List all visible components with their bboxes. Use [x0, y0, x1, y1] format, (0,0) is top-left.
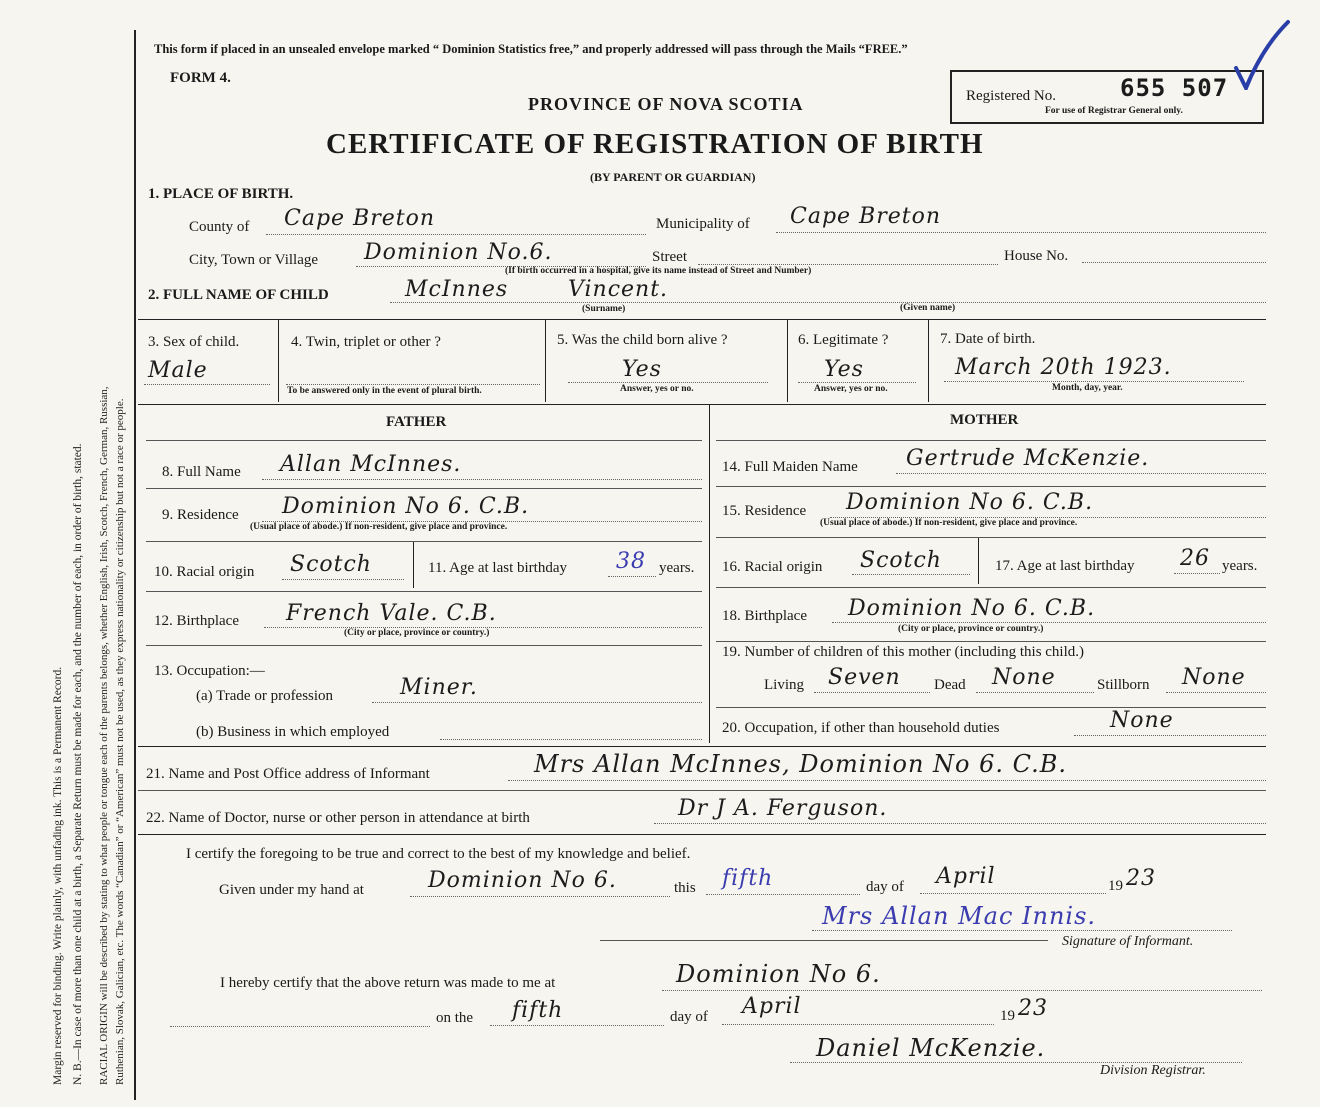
twin-note: To be answered only in the event of plural birth.	[287, 386, 482, 396]
father-name-line	[262, 479, 702, 480]
doctor-value: Dr J A. Ferguson.	[678, 796, 888, 821]
registrar-day-line	[490, 1025, 664, 1026]
mother-rule-5	[716, 707, 1266, 708]
father-rule-2	[146, 541, 702, 542]
given-year: 23	[1126, 866, 1156, 891]
trade-value: Miner.	[400, 675, 478, 700]
registered-label: Registered No.	[966, 88, 1056, 104]
given-month: April	[936, 864, 996, 889]
child-name-line	[390, 302, 1266, 303]
mother-residence-value: Dominion No 6. C.B.	[846, 490, 1094, 515]
sex-label: 3. Sex of child.	[148, 334, 240, 350]
child-name-label: 2. FULL NAME OF CHILD	[148, 287, 329, 303]
mother-age-value: 26	[1180, 546, 1210, 571]
registrar-month-line	[722, 1024, 994, 1025]
given-year-prefix: 19	[1108, 878, 1123, 894]
father-race-value: Scotch	[290, 552, 372, 577]
father-age-label: 11. Age at last birthday	[428, 560, 567, 576]
registrar-day-of-label: day of	[670, 1009, 708, 1025]
father-name-label: 8. Full Name	[162, 464, 241, 480]
mother-age-label: 17. Age at last birthday	[995, 558, 1135, 574]
alive-line	[568, 382, 768, 383]
registrar-place-line	[662, 990, 1262, 991]
given-under-label: Given under my hand at	[219, 882, 364, 898]
doctor-label: 22. Name of Doctor, nurse or other person in attendance at birth	[146, 810, 530, 826]
municipality-value: Cape Breton	[790, 204, 942, 229]
twin-label: 4. Twin, triplet or other ?	[291, 334, 441, 350]
child-surname: McInnes	[405, 277, 509, 302]
stillborn-label: Stillborn	[1097, 677, 1150, 693]
given-day-of-label: day of	[866, 879, 904, 895]
father-residence-value: Dominion No 6. C.B.	[282, 494, 530, 519]
mother-race-line	[852, 574, 970, 575]
twin-line	[286, 384, 540, 385]
legitimate-value: Yes	[824, 357, 864, 382]
certify-statement: I certify the foregoing to be true and correct to the best of my knowledge and belief.	[186, 846, 691, 862]
form-number: FORM 4.	[170, 70, 231, 86]
margin-note-binding: Margin reserved for binding. Write plainly, with unfading ink. This is a Permanent Record.	[52, 666, 64, 1085]
father-residence-note: (Usual place of abode.) If non-resident, give place and province.	[250, 522, 508, 532]
child-given-name: Vincent.	[568, 277, 669, 302]
registrar-on-the-label: on the	[436, 1010, 474, 1026]
mother-race-label: 16. Racial origin	[722, 559, 823, 575]
mother-rule-2	[716, 537, 1266, 538]
mother-rule-4	[716, 641, 1266, 642]
certificate-title: CERTIFICATE OF REGISTRATION OF BIRTH	[326, 128, 984, 160]
father-name-value: Allan McInnes.	[280, 452, 462, 477]
parents-divider	[709, 405, 710, 743]
divider-5-6	[787, 320, 788, 402]
rule-row3-top	[138, 319, 1266, 320]
dob-value: March 20th 1923.	[955, 355, 1172, 380]
dead-value: None	[992, 665, 1056, 690]
dob-line	[944, 381, 1244, 382]
given-name-caption: (Given name)	[900, 303, 956, 313]
postal-notice: This form if placed in an unsealed envelope marked “ Dominion Statistics free,” and properly addressed will pass through the Mails “FREE.”	[154, 42, 908, 56]
dob-label: 7. Date of birth.	[940, 331, 1036, 347]
father-race-divider	[413, 542, 414, 588]
informant-label: 21. Name and Post Office address of Informant	[146, 766, 430, 782]
county-label: County of	[189, 219, 250, 235]
mother-rule-1	[716, 486, 1266, 487]
margin-note-racial-origin-1: RACIAL ORIGIN will be described by stating to what people or tongue each of the parents belongs, whether English, Irish, Scotch, French, German, Russian,	[98, 386, 110, 1085]
mother-occupation-value: None	[1110, 708, 1174, 733]
city-label: City, Town or Village	[189, 252, 319, 268]
children-count-label: 19. Number of children of this mother (including this child.)	[722, 644, 1085, 660]
municipality-line	[776, 232, 1266, 233]
divider-6-7	[928, 320, 929, 402]
informant-line	[508, 780, 1266, 781]
registrar-note: For use of Registrar General only.	[1045, 106, 1183, 116]
mother-occupation-line	[1074, 735, 1266, 736]
registrar-signature: Daniel McKenzie.	[816, 1034, 1046, 1062]
mother-birthplace-note: (City or place, province or country.)	[898, 624, 1044, 634]
rule-parents-top	[138, 404, 1266, 405]
informant-signature-line	[812, 930, 1232, 931]
living-value: Seven	[828, 665, 901, 690]
registrar-place: Dominion No 6.	[676, 960, 881, 988]
registrar-day: fifth	[512, 998, 564, 1023]
father-birthplace-note: (City or place, province or country.)	[344, 628, 490, 638]
father-race-line	[282, 579, 404, 580]
stillborn-line	[1166, 692, 1266, 693]
check-mark-icon	[1232, 18, 1292, 90]
registrar-leading-line	[170, 1026, 430, 1027]
father-rule-3	[146, 591, 702, 592]
father-rule-1	[146, 488, 702, 489]
mother-occupation-label: 20. Occupation, if other than household duties	[722, 720, 1000, 736]
divider-4-5	[545, 320, 546, 402]
rule-informant-top	[138, 746, 1266, 747]
registrar-caption: Division Registrar.	[1100, 1063, 1206, 1078]
mother-race-value: Scotch	[860, 548, 942, 573]
given-place-line	[410, 896, 670, 897]
registrar-year-prefix: 19	[1000, 1008, 1015, 1024]
stillborn-value: None	[1182, 665, 1246, 690]
father-heading-rule	[146, 440, 702, 441]
county-value: Cape Breton	[284, 206, 436, 231]
mother-birthplace-line	[832, 622, 1266, 623]
mother-birthplace-value: Dominion No 6. C.B.	[848, 596, 1096, 621]
father-residence-label: 9. Residence	[162, 507, 239, 523]
occupation-label: 13. Occupation:—	[154, 663, 265, 679]
informant-signature: Mrs Allan Mac Innis.	[822, 902, 1097, 930]
form-left-border	[134, 30, 136, 1100]
registrar-month: April	[742, 994, 802, 1019]
mother-age-line	[1174, 573, 1220, 574]
father-heading: FATHER	[386, 414, 447, 430]
hospital-note: (If birth occurred in a hospital, give its name instead of Street and Number)	[505, 266, 812, 276]
legitimate-line	[798, 382, 916, 383]
legitimate-note: Answer, yes or no.	[814, 384, 888, 394]
place-heading: 1. PLACE OF BIRTH.	[148, 186, 294, 202]
father-age-line	[608, 576, 656, 577]
mother-residence-note: (Usual place of abode.) If non-resident, give place and province.	[820, 518, 1078, 528]
business-line	[440, 739, 702, 740]
rule-registrar-divider	[600, 940, 1048, 941]
given-day-line	[706, 894, 860, 895]
given-place: Dominion No 6.	[428, 868, 617, 893]
house-line	[1082, 262, 1266, 263]
father-years-label: years.	[659, 560, 695, 576]
province-heading: PROVINCE OF NOVA SCOTIA	[528, 94, 804, 114]
father-age-value: 38	[616, 549, 646, 574]
alive-value: Yes	[622, 357, 662, 382]
informant-signature-caption: Signature of Informant.	[1062, 934, 1194, 949]
father-birthplace-value: French Vale. C.B.	[286, 601, 497, 626]
mother-years-label: years.	[1222, 558, 1258, 574]
rule-certify-top	[138, 834, 1266, 835]
given-day: fifth	[722, 866, 774, 891]
divider-3-4	[278, 320, 279, 402]
registrar-statement: I hereby certify that the above return was made to me at	[220, 975, 556, 991]
mother-name-value: Gertrude McKenzie.	[906, 446, 1150, 471]
father-birthplace-label: 12. Birthplace	[154, 613, 239, 629]
father-rule-4	[146, 645, 702, 646]
margin-note-multiple-birth: N. B.—In case of more than one child at a birth, a Separate Return must be made for each, and the number of each, in order of birth, stated.	[72, 443, 84, 1085]
mother-name-label: 14. Full Maiden Name	[722, 459, 858, 475]
living-label: Living	[764, 677, 804, 693]
certificate-subtitle: (BY PARENT OR GUARDIAN)	[590, 170, 756, 184]
sex-line	[144, 384, 270, 385]
registered-number: 655 507	[1120, 74, 1229, 102]
dead-label: Dead	[934, 677, 966, 693]
informant-value: Mrs Allan McInnes, Dominion No 6. C.B.	[534, 750, 1068, 778]
legitimate-label: 6. Legitimate ?	[798, 332, 889, 348]
doctor-line	[654, 823, 1266, 824]
given-this-label: this	[674, 880, 696, 896]
mother-heading: MOTHER	[950, 412, 1019, 428]
mother-heading-rule	[716, 440, 1266, 441]
margin-note-racial-origin-2: Ruthenian, Slovak, Galician, etc. The words “Canadian” or “American” must not be used, as they express nationality or citizenship but not a race or people.	[114, 398, 126, 1085]
mother-birthplace-label: 18. Birthplace	[722, 608, 807, 624]
mother-race-divider	[978, 538, 979, 584]
county-line	[266, 234, 646, 235]
father-race-label: 10. Racial origin	[154, 564, 255, 580]
city-value: Dominion No.6.	[364, 240, 553, 265]
dob-note: Month, day, year.	[1052, 383, 1123, 393]
street-line	[698, 264, 998, 265]
business-label: (b) Business in which employed	[196, 724, 390, 740]
living-line	[814, 692, 930, 693]
mother-residence-label: 15. Residence	[722, 503, 807, 519]
alive-note: Answer, yes or no.	[620, 384, 694, 394]
alive-label: 5. Was the child born alive ?	[557, 332, 728, 348]
rule-doctor-top	[138, 790, 1266, 791]
house-label: House No.	[1004, 248, 1069, 264]
registrar-year: 23	[1018, 996, 1048, 1021]
sex-value: Male	[148, 358, 208, 383]
trade-label: (a) Trade or profession	[196, 688, 334, 704]
mother-name-line	[896, 473, 1266, 474]
surname-caption: (Surname)	[582, 304, 626, 314]
mother-rule-3	[716, 587, 1266, 588]
street-label: Street	[652, 249, 687, 265]
municipality-label: Municipality of	[656, 216, 750, 232]
trade-line	[372, 702, 702, 703]
given-month-line	[920, 893, 1106, 894]
dead-line	[976, 692, 1094, 693]
